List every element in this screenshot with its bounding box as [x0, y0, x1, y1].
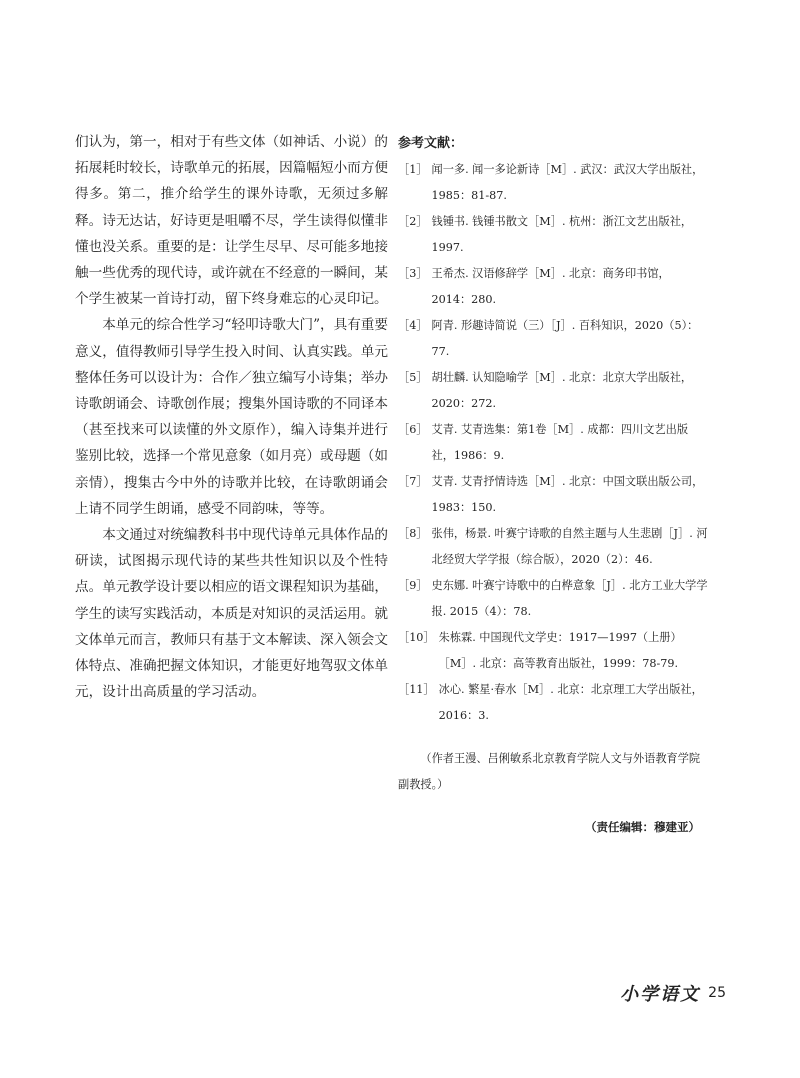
- reference-number: ［3］: [398, 267, 428, 280]
- reference-number: ［10］: [398, 631, 435, 644]
- reference-text: 闻一多. 闻一多论新诗［M］. 武汉：武汉大学出版社，1985：81-87.: [431, 163, 704, 202]
- reference-item: [398, 209, 708, 260]
- page-footer: [620, 980, 726, 1006]
- references-title: 参考文献：: [398, 136, 464, 151]
- reference-text: 胡壮麟. 认知隐喻学［M］. 北京：北京大学出版社，2020：272.: [431, 371, 693, 410]
- reference-text: 艾青. 艾青选集：第1卷［M］. 成都：四川文艺出版社，1986：9.: [431, 423, 689, 462]
- reference-number: ［4］: [398, 319, 428, 332]
- reference-text: 史东娜. 叶赛宁诗歌中的白桦意象［J］. 北方工业大学学报. 2015（4）：78.: [431, 579, 708, 618]
- reference-text: 张伟，杨景. 叶赛宁诗歌的自然主题与人生悲剧［J］. 河北经贸大学学报（综合版），2020（2）：46.: [431, 527, 708, 566]
- reference-number: ［8］: [398, 527, 428, 540]
- reference-item: [398, 521, 708, 572]
- reference-text: 钱锺书. 钱锺书散文［M］. 杭州：浙江文艺出版社，1997.: [431, 215, 693, 254]
- reference-text: 王希杰. 汉语修辞学［M］. 北京：商务印书馆，2014：280.: [431, 267, 670, 306]
- reference-item: [398, 417, 708, 468]
- body-paragraph-1: 们认为，第一，相对于有些文体（如神话、小说）的拓展耗时较长，诗歌单元的拓展，因篇幅短小而方便得多。第二，推介给学生的课外诗歌，无须过多解释。诗无达诂，好诗更是咀嚼不尽，学生读得似懂非懂也没关系。重要的是：让学生尽早、尽可能多地接触一些优秀的现代诗，或许就在不经意的一瞬间，某个学生被某一首诗打动，留下终身难忘的心灵印记。: [75, 134, 388, 308]
- reference-item: [398, 625, 708, 676]
- reference-text: 朱栋霖. 中国现代文学史：1917—1997（上册）［M］. 北京：高等教育出版社，1999：78-79.: [438, 631, 682, 670]
- reference-number: ［6］: [398, 423, 428, 436]
- reference-number: ［11］: [398, 683, 435, 696]
- reference-item: [398, 313, 708, 364]
- reference-number: ［7］: [398, 475, 428, 488]
- page-number: 25: [708, 985, 726, 1001]
- reference-item: [398, 365, 708, 416]
- reference-item: [398, 573, 708, 624]
- editor-note: （责任编辑：穆建亚）: [585, 820, 700, 834]
- reference-item: [398, 157, 708, 208]
- reference-item: [398, 469, 708, 520]
- reference-number: ［9］: [398, 579, 428, 592]
- author-note: （作者王漫、吕俐敏系北京教育学院人文与外语教育学院副教授。）: [398, 752, 701, 791]
- journal-name: 小学语文: [620, 984, 701, 1005]
- body-paragraph-2: 本单元的综合性学习“轻叩诗歌大门”，具有重要意义，值得教师引导学生投入时间、认真实践。单元整体任务可以设计为：合作／独立编写小诗集；举办诗歌朗诵会、诗歌创作展；搜集外国诗歌的不同译本（甚至找来可以读懂的外文原作），编入诗集并进行鉴别比较，选择一个常见意象（如月亮）或母题（如亲情），搜集古今中外的诗歌并比较，在诗歌朗诵会上请不同学生朗诵，感受不同韵味，等等。: [75, 317, 388, 517]
- reference-number: ［5］: [398, 371, 428, 384]
- reference-text: 阿青. 形趣诗简说（三）［J］. 百科知识，2020（5）：77.: [431, 319, 699, 358]
- reference-text: 冰心. 繁星·春水［M］. 北京：北京理工大学出版社，2016：3.: [438, 683, 703, 722]
- reference-number: ［1］: [398, 163, 428, 176]
- reference-text: 艾青. 艾青抒情诗选［M］. 北京：中国文联出版公司，1983：150.: [431, 475, 704, 514]
- references-list: [398, 157, 708, 728]
- reference-item: [398, 261, 708, 312]
- reference-number: ［2］: [398, 215, 428, 228]
- body-paragraph-3: 本文通过对统编教科书中现代诗单元具体作品的研读，试图揭示现代诗的某些共性知识以及个性特点。单元教学设计要以相应的语文课程知识为基础，学生的读写实践活动，本质是对知识的灵活运用。就文体单元而言，教师只有基于文本解读、深入领会文体特点、准确把握文体知识，才能更好地驾驭文体单元，设计出高质量的学习活动。: [75, 527, 388, 701]
- reference-item: [398, 677, 708, 728]
- references-column: [398, 132, 708, 835]
- main-body-column: [75, 129, 388, 705]
